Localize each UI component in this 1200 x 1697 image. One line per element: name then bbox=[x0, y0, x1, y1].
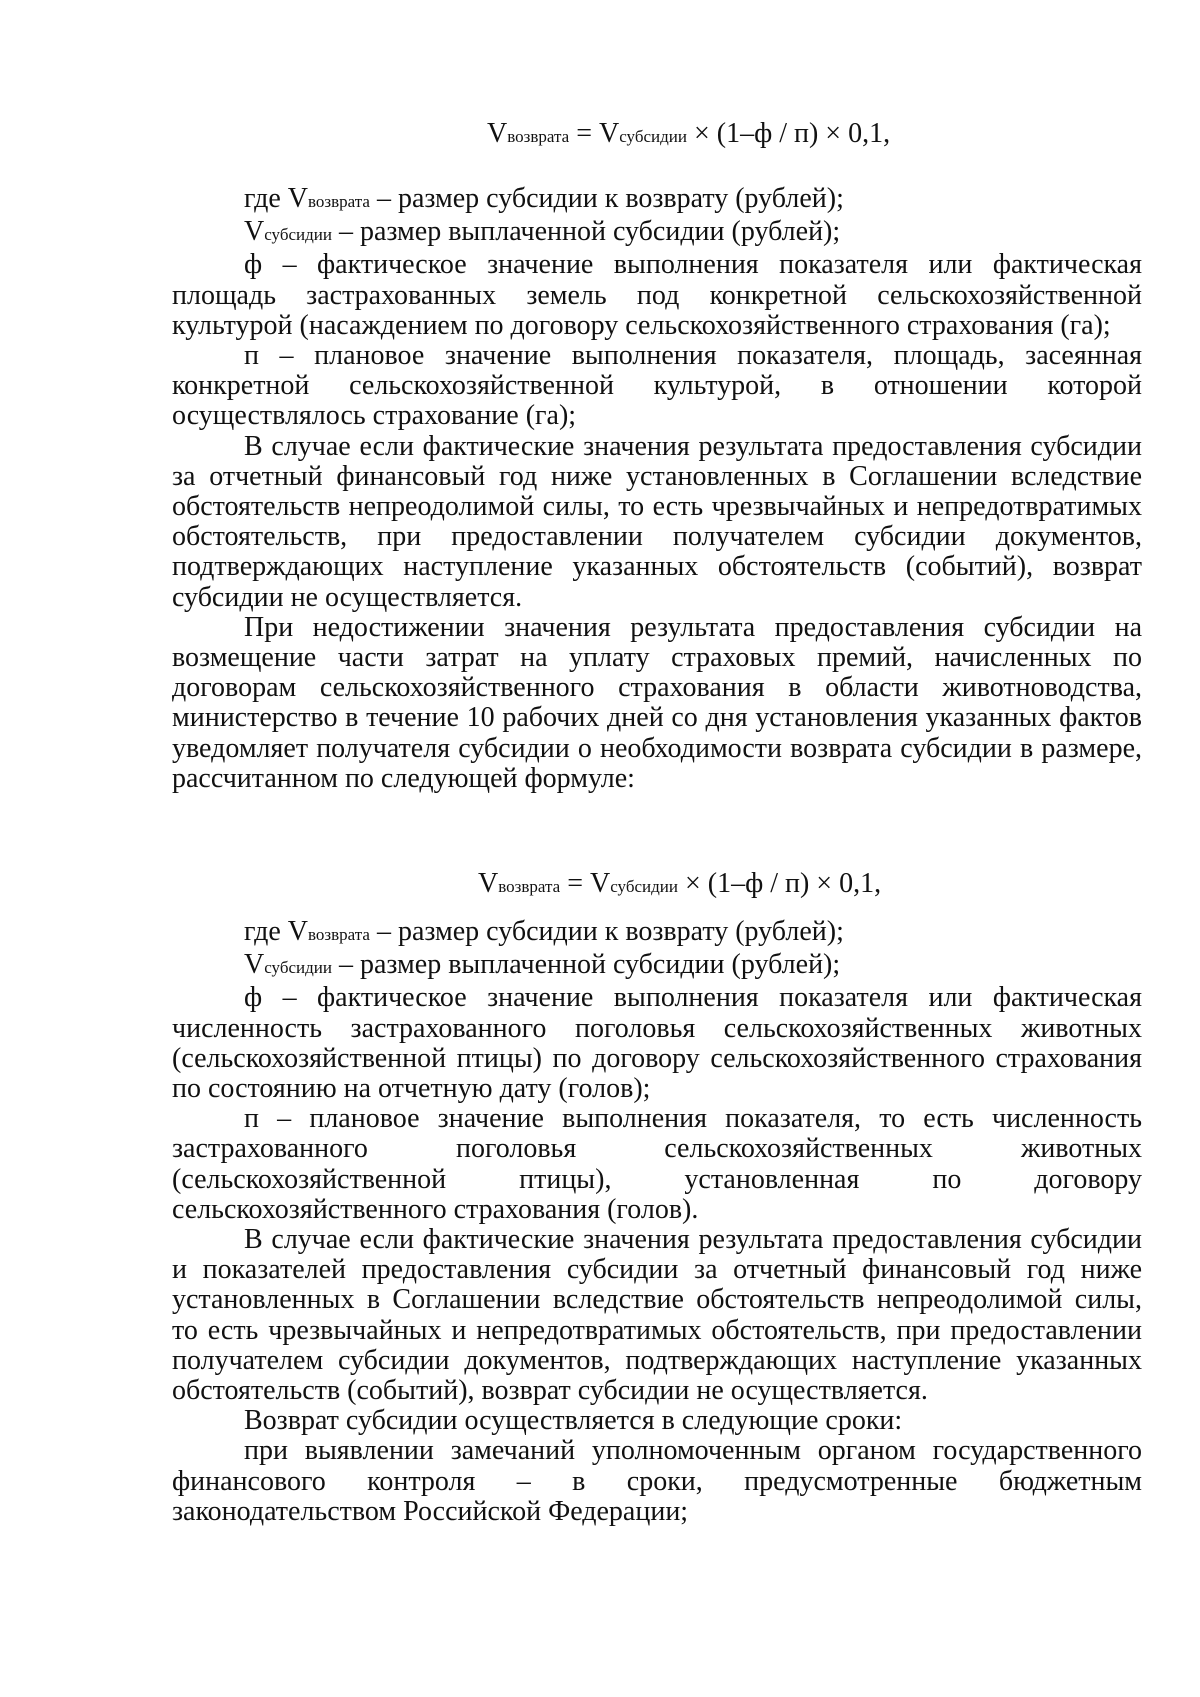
paragraph-lead-subscript: возврата bbox=[307, 192, 370, 211]
formula-v-subsidy-subscript: субсидии bbox=[619, 127, 687, 146]
formula-v-subsidy: V bbox=[589, 868, 611, 899]
paragraph-lead: V bbox=[244, 216, 265, 248]
paragraph-text: – размер субсидии к возврату (рублей); bbox=[369, 183, 844, 214]
formula-v-return-subscript: возврата bbox=[507, 127, 570, 146]
paragraph-f-definition: ф – фактическое значение выполнения показателя или фактическая численность застрахованного поголовья сельскохозяйственных животных (сельскохозяйственной птицы) по договору сельскохозяйственного страхования по состоянию на отчетную дату (голов); bbox=[172, 982, 1142, 1105]
paragraph-lead: где V bbox=[244, 183, 308, 214]
paragraph-p-definition: п – плановое значение выполнения показателя, площадь, засеянная конкретной сельскохозяйственной культурой, в отношении которой осуществлялось страхование (га); bbox=[172, 340, 1142, 432]
formula-v-return: V bbox=[487, 118, 508, 149]
paragraph-force-majeure: В случае если фактические значения результата предоставления субсидии за отчетный финансовый год ниже установленных в Соглашении вследствие обстоятельств непреодолимой силы, то есть чрезвычайных и непредотвратимых обстоятельств, при предоставлении получателем субсидии документов, подтверждающих наступление указанных обстоятельств (событий), возврат субсидии не осуществляется. bbox=[172, 430, 1142, 613]
formula-text bbox=[487, 118, 890, 153]
formula-v-return: V bbox=[478, 868, 499, 899]
paragraph-lead: V bbox=[244, 949, 265, 981]
paragraph-lead-subscript: субсидии bbox=[264, 958, 332, 978]
formula-equals: = bbox=[569, 118, 599, 149]
paragraph-lead-subscript: возврата bbox=[307, 925, 370, 944]
paragraph-v-return-definition bbox=[172, 917, 1142, 950]
formula-remainder: × (1–ф / п) × 0,1, bbox=[677, 868, 882, 899]
paragraph-lead-subscript: субсидии bbox=[264, 225, 332, 245]
paragraph-v-subsidy-definition bbox=[172, 217, 1142, 250]
paragraph-f-definition: ф – фактическое значение выполнения показателя или фактическая площадь застрахованных земель под конкретной сельскохозяйственной культурой (насаждением по договору сельскохозяйственного страхования (га); bbox=[172, 249, 1142, 341]
paragraph-lead: где V bbox=[244, 916, 308, 947]
formula-remainder: × (1–ф / п) × 0,1, bbox=[686, 118, 891, 149]
paragraph-text: – размер выплаченной субсидии (рублей); bbox=[331, 216, 841, 248]
explanation-block-livestock bbox=[172, 917, 1142, 1527]
formula-equals: = bbox=[560, 868, 590, 899]
paragraph-v-return-definition bbox=[172, 184, 1142, 217]
formula-v-return-subscript: возврата bbox=[498, 877, 561, 896]
formula-text bbox=[478, 868, 881, 903]
paragraph-livestock-intro: При недостижении значения результата предоставления субсидии на возмещение части затрат на уплату страховых премий, начисленных по договорам сельскохозяйственного страхования в области животноводства, министерство в течение 10 рабочих дней со дня установления указанных фактов уведомляет получателя субсидии о необходимости возврата субсидии в размере, рассчитанном по следующей формуле: bbox=[172, 611, 1142, 794]
paragraph-text: – размер выплаченной субсидии (рублей); bbox=[331, 949, 841, 981]
paragraph-financial-control: при выявлении замечаний уполномоченным органом государственного финансового контроля – в сроки, предусмотренные бюджетным законодательством Российской Федерации; bbox=[172, 1435, 1142, 1527]
paragraph-return-deadlines: Возврат субсидии осуществляется в следующие сроки: bbox=[244, 1405, 903, 1437]
paragraph-text: – размер субсидии к возврату (рублей); bbox=[369, 916, 844, 947]
paragraph-v-subsidy-definition bbox=[172, 950, 1142, 983]
formula-v-subsidy-subscript: субсидии bbox=[610, 877, 678, 896]
explanation-block-crops bbox=[172, 184, 1142, 794]
paragraph-p-definition: п – плановое значение выполнения показателя, то есть численность застрахованного поголовья сельскохозяйственных животных (сельскохозяйственной птицы), установленная по договору сельскохозяйственного страхования (голов). bbox=[172, 1103, 1142, 1225]
formula-v-subsidy: V bbox=[598, 118, 620, 149]
paragraph-force-majeure: В случае если фактические значения результата предоставления субсидии и показателей предоставления субсидии за отчетный финансовый год ниже установленных в Соглашении вследствие обстоятельств непреодолимой силы, то есть чрезвычайных и непредотвратимых обстоятельств, при предоставлении получателем субсидии документов, подтверждающих наступление указанных обстоятельств (событий), возврат субсидии не осуществляется. bbox=[172, 1224, 1142, 1407]
